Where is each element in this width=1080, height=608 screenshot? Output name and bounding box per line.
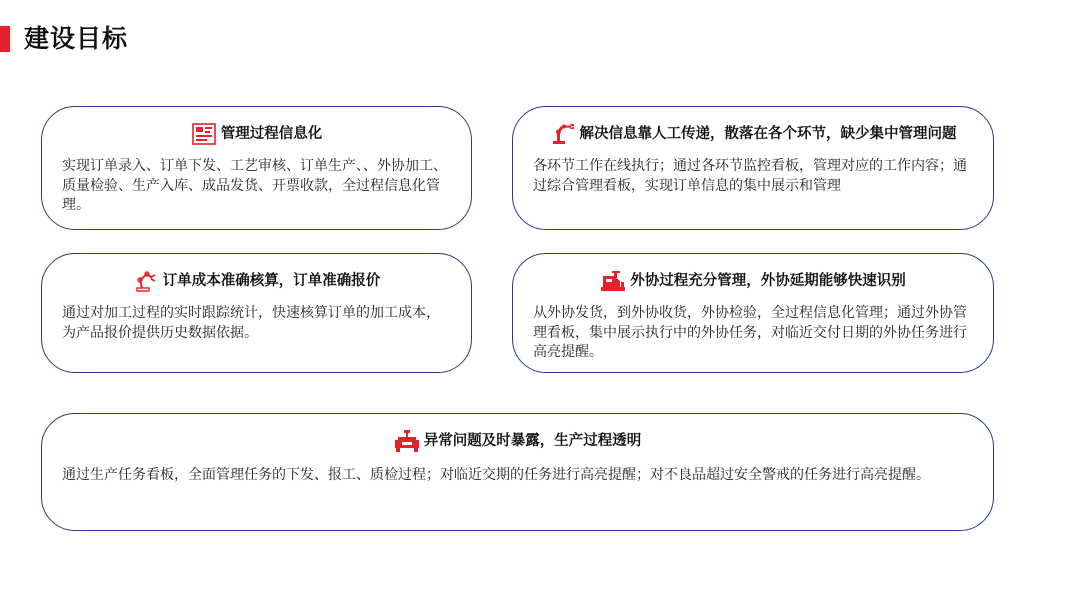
card-description: 通过生产任务看板，全面管理任务的下发、报工、质检过程；对临近交期的任务进行高亮提醒；对不良品超过安全警戒的任务进行高亮提醒。 (62, 467, 930, 483)
goal-card-outsourcing-management (512, 253, 994, 373)
card-description: 从外协发货，到外协收货，外协检验，全过程信息化管理；通过外协管理看板，集中展示执行中的外协任务，对临近交付日期的外协任务进行高亮提醒。 (533, 305, 967, 360)
card-header (531, 121, 975, 147)
goal-card-exception-exposure (41, 413, 994, 531)
workstation-icon (394, 429, 420, 453)
goal-card-process-informatization (41, 106, 472, 230)
card-description: 实现订单录入、订单下发、工艺审核、订单生产、、外协加工、质量检验、生产入库、成品发货、开票收款，全过程信息化管理。 (62, 158, 447, 213)
card-title: 解决信息靠人工传递，散落在各个环节，缺少集中管理问题 (579, 126, 957, 142)
card-header (60, 428, 975, 454)
card-title: 外协过程充分管理，外协延期能够快速识别 (630, 273, 906, 289)
card-description: 通过对加工过程的实时跟踪统计，快速核算订单的加工成本，为产品报价提供历史数据依据。 (62, 305, 440, 341)
card-title: 管理过程信息化 (220, 126, 323, 142)
card-header (60, 268, 453, 294)
card-header (60, 121, 453, 147)
process-management-icon (191, 122, 217, 146)
card-description: 各环节工作在线执行；通过各环节监控看板，管理对应的工作内容；通过综合管理看板，实现订单信息的集中展示和管理 (533, 158, 967, 194)
title-accent-bar (0, 26, 10, 52)
robot-arm-icon (133, 269, 159, 293)
card-title: 订单成本准确核算，订单准确报价 (162, 273, 381, 289)
outsourcing-machine-icon (600, 269, 626, 293)
robot-arm-icon (550, 122, 576, 146)
goal-card-cost-accounting (41, 253, 472, 373)
card-header (531, 268, 975, 294)
goal-card-information-transfer (512, 106, 994, 230)
card-title: 异常问题及时暴露，生产过程透明 (423, 433, 642, 449)
page-title: 建设目标 (24, 24, 129, 53)
